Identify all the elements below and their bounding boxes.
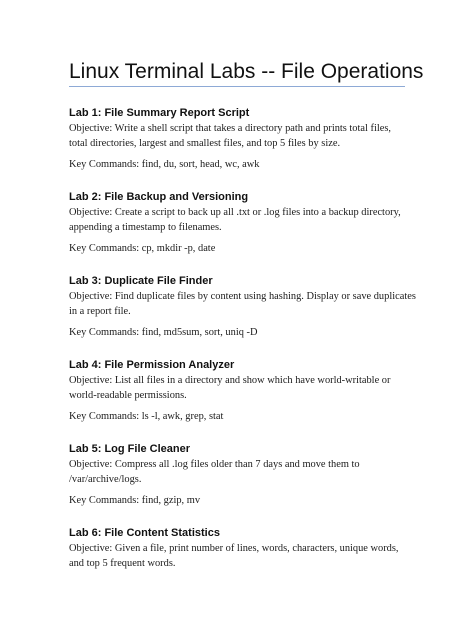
objective-line: world-readable permissions. [69, 390, 187, 401]
lab-1 [69, 105, 409, 189]
objective-line: Objective: Write a shell script that takes a directory path and prints total files, [69, 123, 391, 134]
lab-heading: Lab 2: File Backup and Versioning [69, 191, 249, 203]
labs-list [69, 105, 416, 609]
objective-line: and top 5 frequent words. [69, 558, 176, 569]
lab-objective [69, 289, 416, 319]
lab-key-commands: Key Commands: ls -l, awk, grep, stat [69, 411, 224, 422]
lab-3 [69, 273, 416, 357]
lab-heading: Lab 4: File Permission Analyzer [69, 359, 235, 371]
objective-line: Objective: Compress all .log files older than 7 days and move them to [69, 459, 360, 470]
lab-objective [69, 373, 409, 403]
objective-line: Objective: List all files in a directory and show which have world-writable or [69, 375, 391, 386]
objective-line: in a report file. [69, 306, 131, 317]
objective-line: appending a timestamp to filenames. [69, 222, 222, 233]
objective-line: Objective: Find duplicate files by content using hashing. Display or save duplicates [69, 291, 416, 302]
objective-line: /var/archive/logs. [69, 474, 142, 485]
document-title: Linux Terminal Labs -- File Operations [69, 60, 424, 83]
lab-4 [69, 357, 409, 441]
lab-objective [69, 205, 409, 235]
lab-key-commands: Key Commands: find, gzip, mv [69, 495, 201, 506]
lab-2 [69, 189, 409, 273]
lab-objective [69, 457, 409, 487]
lab-objective [69, 121, 409, 151]
lab-heading: Lab 6: File Content Statistics [69, 527, 220, 539]
lab-6 [69, 525, 409, 609]
lab-key-commands: Key Commands: cp, mkdir -p, date [69, 243, 216, 254]
title-underline [69, 86, 405, 87]
objective-line: total directories, largest and smallest files, and top 5 files by size. [69, 138, 341, 149]
lab-key-commands: Key Commands: find, du, sort, head, wc, awk [69, 159, 260, 170]
lab-heading: Lab 3: Duplicate File Finder [69, 275, 213, 287]
lab-5 [69, 441, 409, 525]
objective-line: Objective: Given a file, print number of lines, words, characters, unique words, [69, 543, 399, 554]
lab-objective [69, 541, 409, 571]
lab-heading: Lab 1: File Summary Report Script [69, 107, 250, 119]
lab-heading: Lab 5: Log File Cleaner [69, 443, 191, 455]
lab-key-commands: Key Commands: find, md5sum, sort, uniq -D [69, 327, 258, 338]
objective-line: Objective: Create a script to back up all .txt or .log files into a backup directory, [69, 207, 401, 218]
